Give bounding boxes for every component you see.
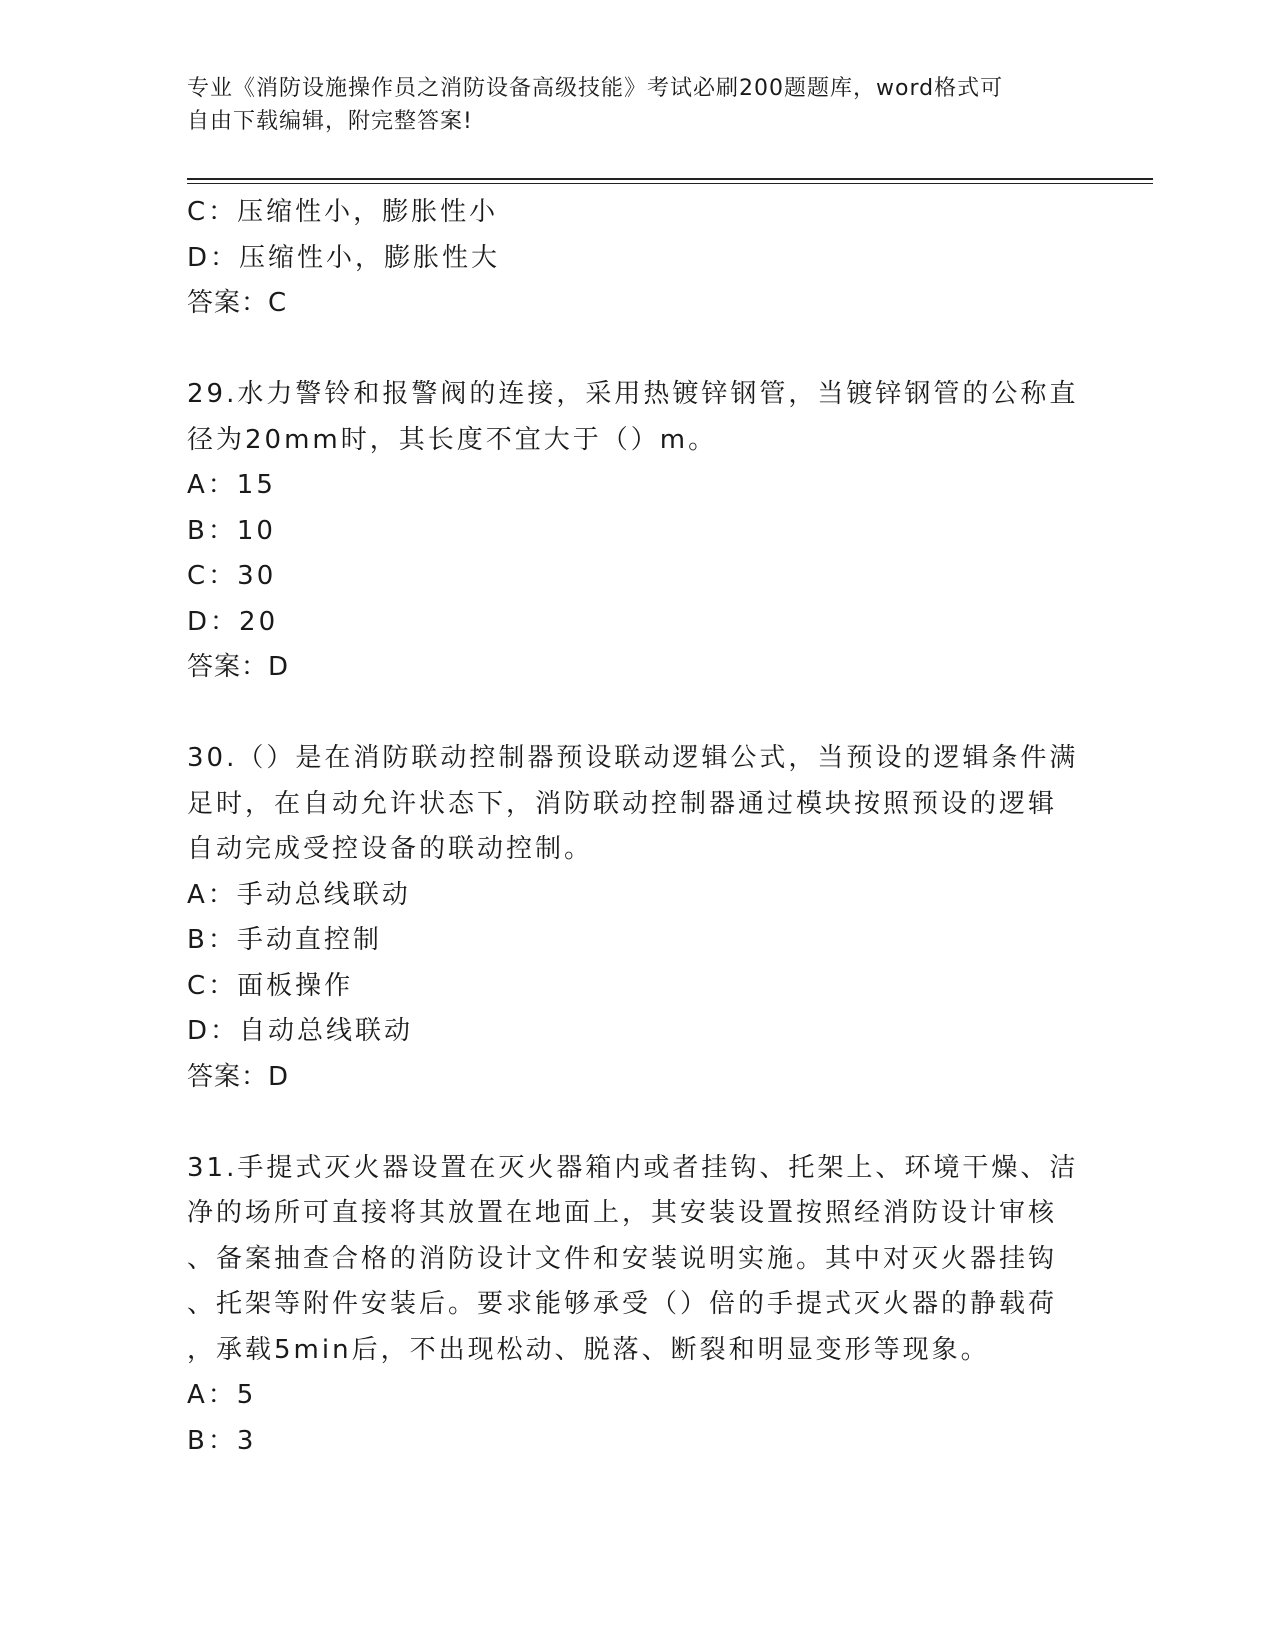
question-stem-line: 径为20mm时，其长度不宜大于（）m。: [187, 424, 718, 455]
question-stem-line: ，承载5min后，不出现松动、脱落、断裂和明显变形等现象。: [187, 1334, 990, 1365]
option-d: D：20: [187, 606, 279, 637]
answer-line: 答案：C: [187, 288, 288, 318]
option-d: D：压缩性小，膨胀性大: [187, 242, 501, 273]
question-30: [187, 736, 1087, 1100]
header-rule-thin: [187, 183, 1153, 184]
question-29: [187, 372, 1087, 691]
option-c: C：面板操作: [187, 970, 354, 1001]
option-b: B：手动直控制: [187, 925, 382, 955]
header-line-1: 专业《消防设施操作员之消防设备高级技能》考试必刷200题题库，word格式可: [187, 76, 1004, 101]
answer-line: 答案：D: [187, 652, 290, 682]
option-a: A：15: [187, 470, 276, 500]
header-rule-thick: [187, 178, 1153, 180]
question-stem-line: 净的场所可直接将其放置在地面上，其安装设置按照经消防设计审核: [187, 1198, 1058, 1228]
option-a: A：5: [187, 1380, 257, 1410]
page-header: [187, 72, 1067, 138]
option-a: A：手动总线联动: [187, 879, 411, 910]
question-stem-line: 30.（）是在消防联动控制器预设联动逻辑公式，当预设的逻辑条件满: [187, 743, 1079, 773]
question-28: [187, 190, 1087, 327]
option-d: D：自动总线联动: [187, 1016, 414, 1046]
question-stem-line: 、托架等附件安装后。要求能够承受（）倍的手提式灭火器的静载荷: [187, 1289, 1058, 1319]
question-stem-line: 足时，在自动允许状态下，消防联动控制器通过模块按照预设的逻辑: [187, 788, 1058, 819]
answer-line: 答案：D: [187, 1061, 290, 1092]
document-body: [187, 190, 1087, 1464]
question-stem-line: 、备案抽查合格的消防设计文件和安装说明实施。其中对灭火器挂钩: [187, 1243, 1058, 1274]
option-b: B：10: [187, 515, 276, 546]
option-b: B：3: [187, 1425, 257, 1456]
option-c: C：压缩性小，膨胀性小: [187, 197, 499, 227]
header-line-2: 自由下载编辑，附完整答案!: [187, 109, 473, 134]
question-stem-line: 29.水力警铃和报警阀的连接，采用热镀锌钢管，当镀锌钢管的公称直: [187, 379, 1079, 409]
question-31: [187, 1146, 1087, 1465]
question-stem-line: 自动完成受控设备的联动控制。: [187, 834, 594, 864]
option-c: C：30: [187, 561, 277, 591]
question-stem-line: 31.手提式灭火器设置在灭火器箱内或者挂钩、托架上、环境干燥、洁: [187, 1152, 1079, 1183]
